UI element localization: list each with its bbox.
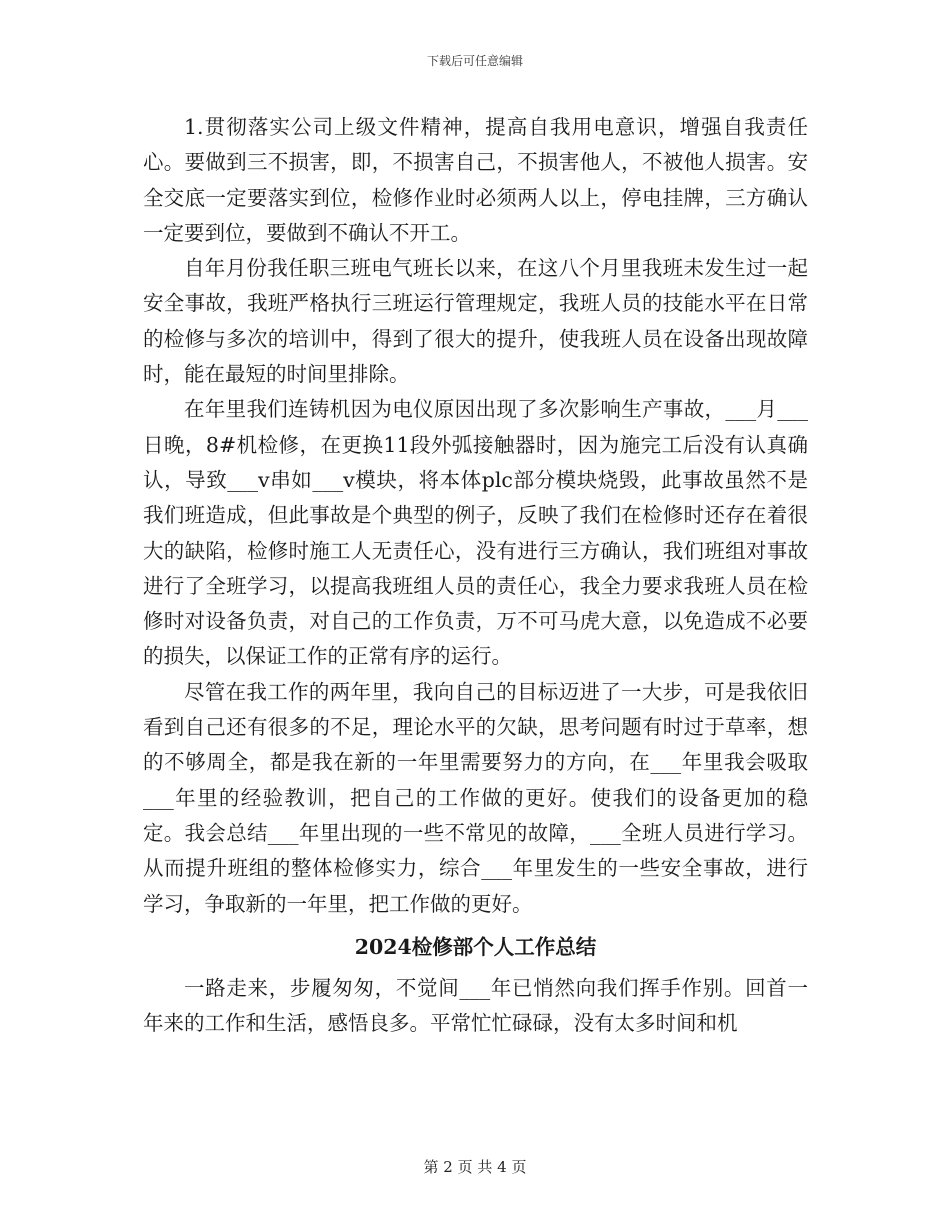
paragraph-incident: 在年里我们连铸机因为电仪原因出现了多次影响生产事故，___月___日晚，8#机检修，在更换11段外弧接触器时，因为施完工后没有认真确认，导致___v串如___v模块，将本体plc部分模块烧毁，此事故虽然不是我们班造成，但此事故是个典型的例子，反映了我们在检修时还存在着很大的缺陷，检修时施工人无责任心，没有进行三方确认，我们班组对事故进行了全班学习，以提高我班组人员的责任心，我全力要求我班人员在检修时对设备负责，对自己的工作负责，万不可马虎大意，以免造成不必要的损失，以保证工作的正常有序的运行。: [143, 397, 808, 669]
section-title: 2024检修部个人工作总结: [354, 934, 597, 959]
document-body: [143, 110, 808, 1042]
paragraph-summary-intro: 一路走来，步履匆匆，不觉间___年已悄然向我们挥手作别。回首一年来的工作和生活，感悟良多。平常忙忙碌碌，没有太多时间和机: [143, 976, 808, 1036]
paragraph-responsibility: 1.贯彻落实公司上级文件精神，提高自我用电意识，增强自我责任心。要做到三不损害，即，不损害自己，不损害他人，不被他人损害。安全交底一定要落实到位，检修作业时必须两人以上，停电挂牌，三方确认一定要到位，要做到不确认不开工。: [143, 115, 808, 245]
paragraph-team-leader: 自年月份我任职三班电气班长以来，在这八个月里我班未发生过一起安全事故，我班严格执行三班运行管理规定，我班人员的技能水平在日常的检修与多次的培训中，得到了很大的提升，使我班人员在设备出现故障时，能在最短的时间里排除。: [143, 256, 808, 387]
page-header: 下载后可任意编辑: [426, 54, 523, 68]
paragraph-improvement: 尽管在我工作的两年里，我向自己的目标迈进了一大步，可是我依旧看到自己还有很多的不足，理论水平的欠缺，思考问题有时过于草率，想的不够周全，都是我在新的一年里需要努力的方向，在___年里我会吸取___年里的经验教训，把自己的工作做的更好。使我们的设备更加的稳定。我会总结___年里出现的一些不常见的故障，___全班人员进行学习。从而提升班组的整体检修实力，综合___年里发生的一些安全事故，进行学习，争取新的一年里，把工作做的更好。: [143, 679, 808, 916]
page-number: 第 2 页 共 4 页: [423, 1158, 527, 1176]
